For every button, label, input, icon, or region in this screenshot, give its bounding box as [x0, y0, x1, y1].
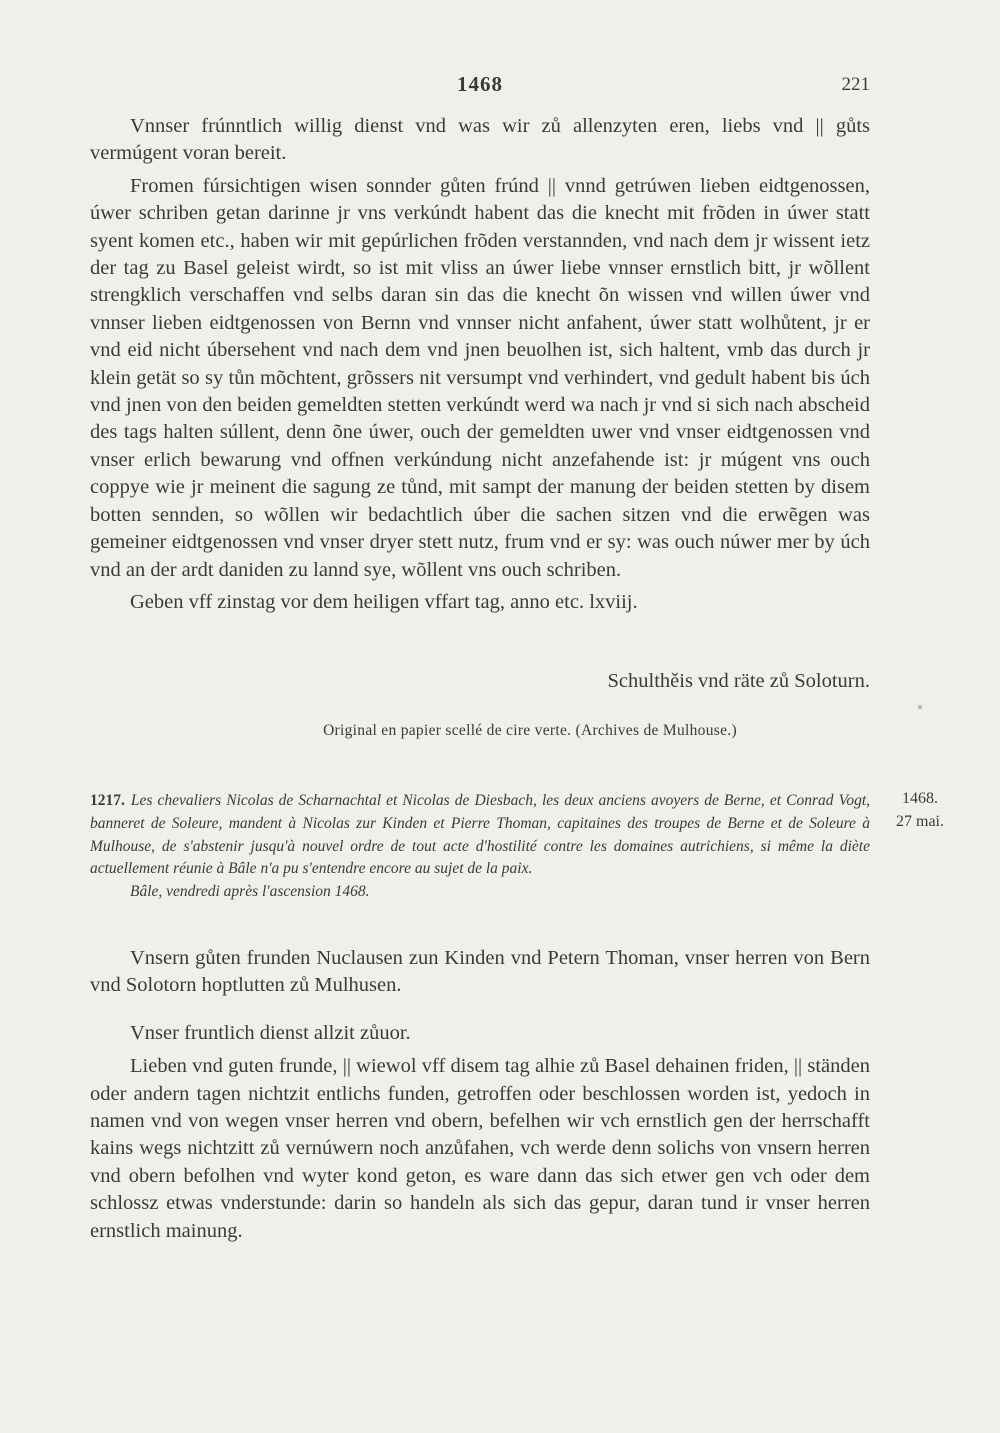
- letter-one: [90, 113, 870, 616]
- letter-one-paragraph: Vnnser frúnntlich willig dienst vnd was wir zů allenzyten eren, liebs vnd || gůts vermúgent voran bereit.: [90, 115, 870, 165]
- running-head-year: 1468: [457, 72, 503, 96]
- letter-two-address: Vnsern gůten frunden Nuclausen zun Kinden vnd Petern Thoman, vnser herren von Bern vnd Solotorn hoptlutten zů Mulhusen.: [90, 947, 870, 997]
- entry-summary-text: Les chevaliers Nicolas de Scharnachtal et Nicolas de Diesbach, les deux anciens avoyers de Berne, et Conrad Vogt, banneret de Soleure, mandent à Nicolas zur Kinden et Pierre Thoman, capitaines des troupes de Berne et de Soleure à Mulhouse, de s'abstenir jusqu'à nouvel ordre de tout acte d'hostilité contre les domaines autrichiens, si même la diète actuellement réunie à Bâle n'a pu s'entendre encore au sujet de la paix.: [90, 792, 870, 878]
- margin-day: 27 mai.: [896, 812, 944, 830]
- entry-summary: [90, 790, 870, 881]
- letter-two-body: Lieben vnd guten frunde, || wiewol vff disem tag alhie zů Basel dehainen friden, || ständen oder andern tagen nichtzit entlichs funden, getroffen oder beschlossen worden ist, yedoch in namen vnd von wegen vnser herren vnd obern, befelhen wir vch ernstlich gen der herrschafft kains wegs nichtzitt zů vernúwern noch anzůfahen, vch werde denn solichs von vnsern herren vnd obern befolhen vnd wyter kond geton, es ware dann das sich etwer gen vch oder dem schlossz etwas vnderstunde: darin so handeln als sich das gepur, daran tund ir vnser herren ernstlich mainung.: [90, 1055, 870, 1242]
- letter-two-greeting: Vnser fruntlich dienst allzit zůuor.: [130, 1021, 411, 1044]
- paper-speck: [918, 705, 922, 709]
- page-number: 221: [841, 74, 870, 95]
- entry-number: 1217.: [90, 792, 125, 809]
- source-note: Original en papier scellé de cire verte. (Archives de Mulhouse.): [323, 722, 737, 739]
- document-entry: [90, 790, 870, 901]
- letter-one-paragraph: Fromen fúrsichtigen wisen sonnder gůten frúnd || vnnd getrúwen lieben eidtgenossen, úwer schriben getan darinne jr vns verkúndt habent das die knecht mit frõden in úwer statt syent komen etc., haben wir mit gepúrlichen frõden verstannden, vnd nach dem jr wissent ietz der tag zu Basel geleist wirdt, so ist mit vliss an úwer liebe vnnser ernstlich bitt, jr wõllent strengklich verschaffen vnd selbs daran sin das die knecht õn wissen vnd willen úwer vnd vnnser lieben eidtgenossen von Bernn vnd vnnser nicht anfahent, úwer statt wolhůtent, jr er vnd eid nicht úbersehent vnd nach dem vnd jnen beuolhen ist, sich haltent, vmb das durch jr klein getät so sy tůn mõchtent, grõssers nit versumpt vnd verhindert, vnd gedult habent bis úch vnd jnen von den beiden gemeldten stetten verkúndt werd wa nach jr vnd si sich nach abscheid des tags halten súllent, denn õne úwer, ouch der gemeldten uwer vnd vnser eidtgenossen vnd vnser erlich bewarung vnd offnen verkúndung nicht anzefahende ist: jr múgent vns ouch coppye wie jr meinent die sagung ze tůnd, mit sampt der manung der beiden stetten by disem botten sennden, so wõllen wir bedachtlich úber die sachen sitzen vnd die erwẽgen was gemeiner eidtgenossen vnd vnser dryer stett nutz, frum vnd er sy: was ouch núwer mer by úch vnd an der ardt daniden zu lannd sye, wõllent vns ouch schriben.: [90, 174, 870, 581]
- margin-year: 1468.: [902, 790, 938, 807]
- margin-date: [880, 788, 960, 834]
- letter-one-signature: Schulthěis vnd räte zů Soloturn.: [607, 670, 870, 692]
- page-header: [90, 72, 870, 102]
- letter-one-closing: Geben vff zinstag vor dem heiligen vffart tag, anno etc. lxviij.: [130, 590, 638, 613]
- letter-two: [90, 945, 870, 1245]
- entry-place-date: Bâle, vendredi après l'ascension 1468.: [130, 883, 370, 901]
